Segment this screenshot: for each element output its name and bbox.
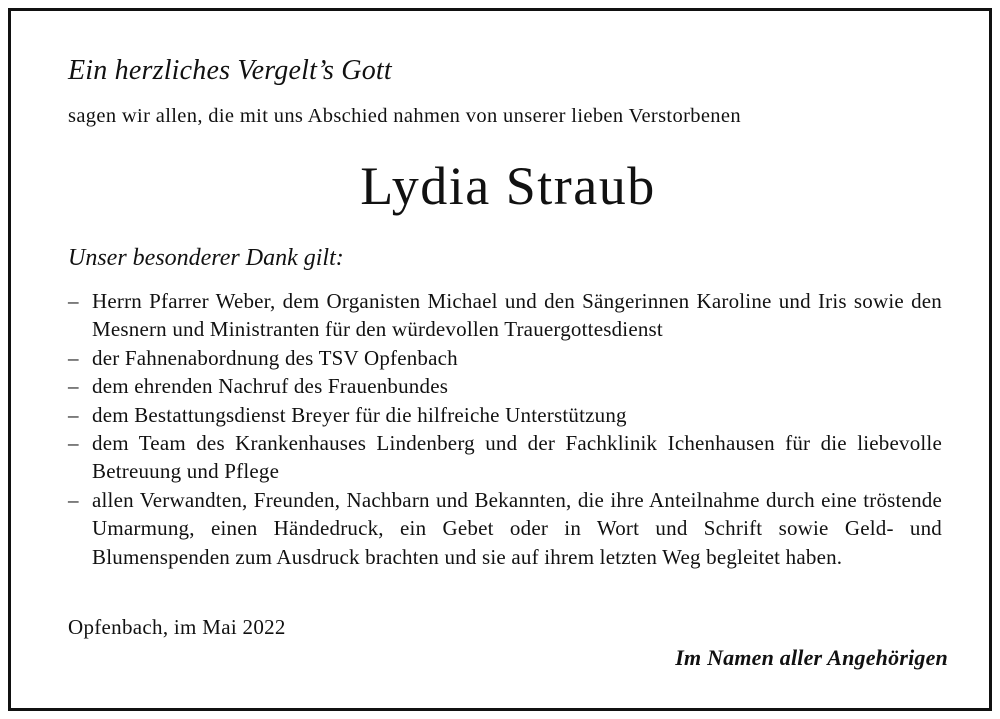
thanks-item-text: dem Bestattungsdienst Breyer für die hilfreiche Unterstützung <box>92 402 627 427</box>
thanks-item-text: dem Team des Krankenhauses Lindenberg und der Fachklinik Ichenhausen für die liebevolle Betreuung und Pflege <box>92 431 942 484</box>
dash-bullet: – <box>68 374 79 399</box>
list-item <box>68 344 942 372</box>
dash-bullet: – <box>68 487 79 512</box>
thanks-item-text: allen Verwandten, Freunden, Nachbarn und Bekannten, die ihre Anteilnahme durch eine tröstende Umarmung, einen Händedruck, ein Gebet oder in Wort und Schrift sowie Geld- und Blumenspenden zum Ausdruck brachten und sie auf ihrem letzten Weg begleitet haben. <box>92 487 942 569</box>
list-item <box>68 486 942 571</box>
headline: Ein herzliches Vergelt’s Gott <box>68 55 392 86</box>
thanks-item-text: der Fahnenabordnung des TSV Opfenbach <box>92 345 458 370</box>
dash-bullet: – <box>68 402 79 427</box>
dash-bullet: – <box>68 345 79 370</box>
dash-bullet: – <box>68 431 79 456</box>
list-item <box>68 401 942 429</box>
deceased-name: Lydia Straub <box>360 156 656 216</box>
list-item <box>68 287 942 344</box>
signature: Im Namen aller Angehörigen <box>675 645 948 670</box>
intro-text: sagen wir allen, die mit uns Abschied nahmen von unserer lieben Verstorbenen <box>68 105 741 127</box>
dash-bullet: – <box>68 289 79 313</box>
list-item <box>68 372 942 400</box>
place-date: Opfenbach, im Mai 2022 <box>68 615 286 639</box>
thanks-item-text: dem ehrenden Nachruf des Frauenbundes <box>92 374 449 399</box>
thanks-heading: Unser besonderer Dank gilt: <box>68 245 344 271</box>
thanks-item-text: Herrn Pfarrer Weber, dem Organisten Michael und den Sängerinnen Karoline und Iris sowie den Mesnern und Ministranten für den würdevollen Trauergottesdienst <box>92 289 942 342</box>
list-item <box>68 429 942 486</box>
thanks-list <box>68 287 942 571</box>
notice-border <box>8 8 992 711</box>
